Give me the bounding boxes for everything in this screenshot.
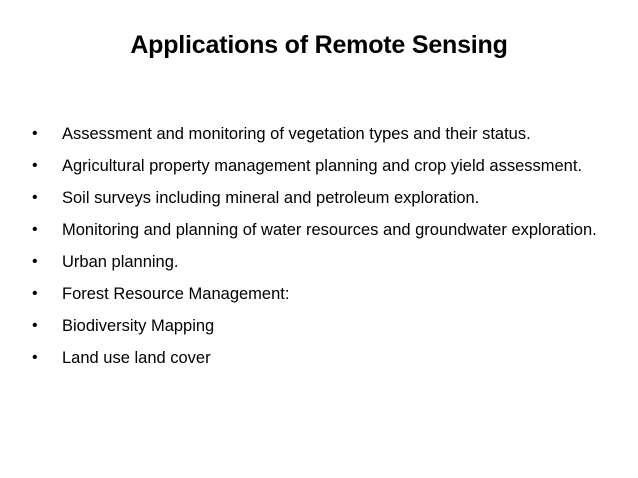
bullet-list <box>32 120 602 376</box>
list-item <box>32 248 602 276</box>
list-item-text: Forest Resource Management: <box>62 285 290 303</box>
list-item <box>32 184 602 212</box>
list-item-text: Assessment and monitoring of vegetation types and their status. <box>62 125 531 143</box>
list-item <box>32 312 602 340</box>
bullet-icon: • <box>32 221 38 238</box>
list-item <box>32 216 602 244</box>
list-item <box>32 280 602 308</box>
list-item-text: Urban planning. <box>62 253 179 271</box>
list-item-text: Agricultural property management planning and crop yield assessment. <box>62 157 583 175</box>
bullet-icon: • <box>32 157 38 174</box>
bullet-icon: • <box>32 349 38 366</box>
bullet-icon: • <box>32 285 38 302</box>
list-item-text: Soil surveys including mineral and petroleum exploration. <box>62 189 480 207</box>
bullet-icon: • <box>32 317 38 334</box>
bullet-icon: • <box>32 253 38 270</box>
list-item-text: Biodiversity Mapping <box>62 317 215 335</box>
slide-title: Applications of Remote Sensing <box>130 31 508 59</box>
list-item-text: Monitoring and planning of water resources and groundwater exploration. <box>62 221 597 239</box>
list-item <box>32 344 602 372</box>
list-item <box>32 152 602 180</box>
bullet-icon: • <box>32 189 38 206</box>
list-item-text: Land use land cover <box>62 349 211 367</box>
list-item <box>32 120 602 148</box>
bullet-icon: • <box>32 125 38 142</box>
